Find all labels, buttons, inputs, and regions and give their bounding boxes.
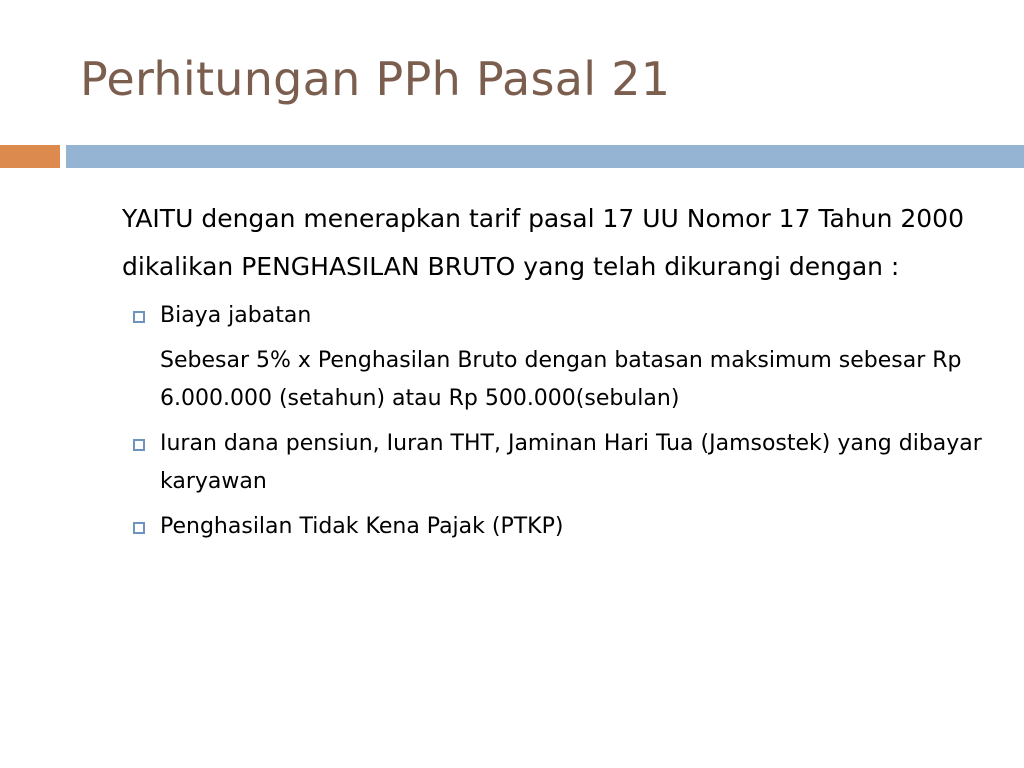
square-bullet-icon xyxy=(133,522,145,534)
title-accent-bar xyxy=(0,145,60,168)
square-bullet-icon xyxy=(133,439,145,451)
square-bullet-icon xyxy=(133,311,145,323)
list-item-label: Biaya jabatan xyxy=(160,303,312,328)
slide-body xyxy=(122,195,1002,553)
slide-title: Perhitungan PPh Pasal 21 xyxy=(80,52,671,106)
intro-paragraph: YAITU dengan menerapkan tarif pasal 17 UU Nomor 17 Tahun 2000 dikalikan PENGHASILAN BRUTO yang telah dikurangi dengan : xyxy=(122,204,964,281)
deduction-list-continued xyxy=(122,425,1002,546)
list-item-label: Iuran dana pensiun, Iuran THT, Jaminan Hari Tua (Jamsostek) yang dibayar karyawan xyxy=(160,431,982,494)
deduction-list xyxy=(122,297,1002,335)
list-item-label: Penghasilan Tidak Kena Pajak (PTKP) xyxy=(160,514,564,539)
list-item-ptkp xyxy=(122,508,1002,546)
title-divider-bar xyxy=(66,145,1024,168)
list-item-iuran xyxy=(122,425,1002,501)
biaya-jabatan-detail: Sebesar 5% x Penghasilan Bruto dengan batasan maksimum sebesar Rp 6.000.000 (setahun) atau Rp 500.000(sebulan) xyxy=(160,348,962,411)
list-item-biaya-jabatan xyxy=(122,297,1002,335)
